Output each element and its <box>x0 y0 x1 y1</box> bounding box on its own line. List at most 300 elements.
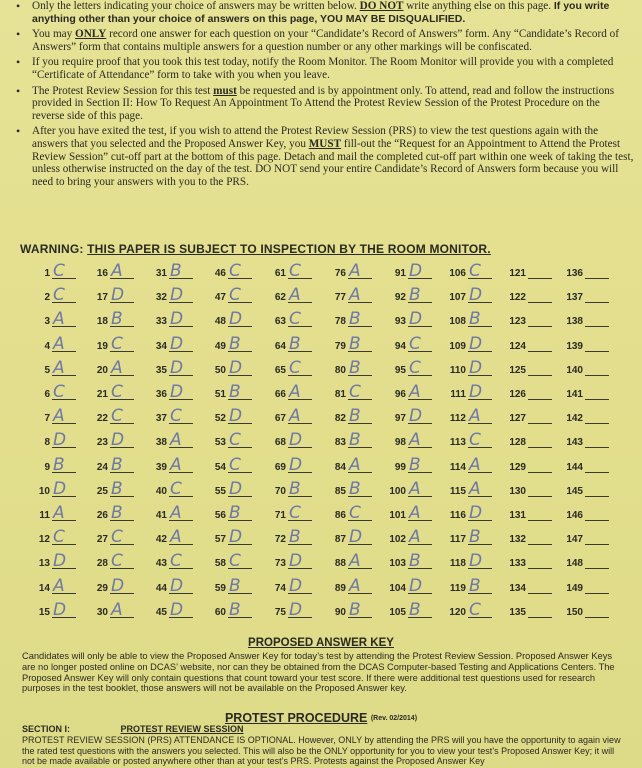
question-number: 7 <box>44 413 50 425</box>
question-number: 119 <box>449 582 466 594</box>
question-number: 45 <box>155 606 167 618</box>
instruction-item <box>8 85 634 123</box>
question-number: 115 <box>449 485 466 497</box>
handwritten-answer: C <box>289 309 301 330</box>
handwritten-answer: D <box>111 285 125 306</box>
question-number: 131 <box>509 510 526 521</box>
handwritten-answer: B <box>229 333 241 354</box>
question-number: 90 <box>334 606 346 618</box>
handwritten-answer: D <box>229 309 243 330</box>
question-number: 25 <box>96 485 108 497</box>
handwritten-answer: B <box>469 575 481 596</box>
answer-item <box>553 310 611 332</box>
question-number: 133 <box>509 558 526 570</box>
handwritten-answer: C <box>229 285 241 306</box>
question-number: 32 <box>155 292 167 304</box>
question-number: 80 <box>334 364 346 376</box>
question-number: 61 <box>274 268 286 279</box>
instruction-item <box>8 0 634 25</box>
question-number: 118 <box>449 558 466 570</box>
question-number: 128 <box>509 437 526 449</box>
answer-item <box>553 528 611 550</box>
handwritten-answer: C <box>53 527 65 548</box>
handwritten-answer: B <box>229 503 241 523</box>
handwritten-answer: B <box>170 261 182 281</box>
question-number: 77 <box>334 292 346 304</box>
question-number: 102 <box>389 534 406 546</box>
handwritten-answer: B <box>289 478 301 499</box>
handwritten-answer: C <box>469 261 481 281</box>
handwritten-answer: D <box>229 406 243 427</box>
answer-item <box>553 359 611 381</box>
handwritten-answer: A <box>289 406 301 427</box>
handwritten-answer: D <box>409 575 423 596</box>
handwritten-answer: B <box>469 309 481 330</box>
handwritten-answer: A <box>349 575 361 596</box>
question-number: 64 <box>274 340 286 352</box>
section-label: SECTION I: <box>22 724 71 734</box>
handwritten-answer: B <box>349 478 361 499</box>
question-number: 10 <box>38 485 50 497</box>
answer-grid <box>40 262 630 626</box>
question-number: 49 <box>214 340 226 352</box>
answer-blank-line <box>585 496 609 497</box>
instruction-text: write anything else on this page. <box>403 0 554 12</box>
handwritten-answer: C <box>289 261 301 281</box>
question-number: 19 <box>96 340 108 352</box>
question-number: 1 <box>44 268 50 279</box>
handwritten-answer: B <box>469 527 481 548</box>
question-number: 18 <box>96 316 108 328</box>
answer-blank-line <box>585 544 609 545</box>
question-number: 48 <box>214 316 226 328</box>
question-number: 106 <box>449 268 466 279</box>
question-number: 9 <box>44 461 50 473</box>
handwritten-answer: B <box>409 285 421 306</box>
question-number: 65 <box>274 364 286 376</box>
handwritten-answer: D <box>170 575 184 596</box>
question-number: 98 <box>394 437 406 449</box>
handwritten-answer: B <box>349 406 361 427</box>
question-number: 147 <box>566 534 583 546</box>
question-number: 29 <box>96 582 108 594</box>
question-number: 54 <box>214 461 226 473</box>
handwritten-answer: D <box>409 261 423 281</box>
handwritten-answer: C <box>469 599 481 620</box>
handwritten-answer: A <box>469 478 481 499</box>
question-number: 39 <box>155 461 167 473</box>
question-number: 83 <box>334 437 346 449</box>
question-number: 134 <box>509 582 526 594</box>
handwritten-answer: D <box>170 382 184 402</box>
inspection-warning <box>20 242 491 256</box>
answer-item <box>553 552 611 574</box>
answer-blank-line <box>585 399 609 400</box>
handwritten-answer: A <box>53 575 65 596</box>
proposed-answer-key-title: PROPOSED ANSWER KEY <box>248 637 394 649</box>
handwritten-answer: A <box>349 285 361 306</box>
question-number: 55 <box>214 485 226 497</box>
question-number: 24 <box>96 461 108 473</box>
warning-prefix: WARNING: <box>20 242 84 256</box>
question-number: 17 <box>96 292 108 304</box>
protest-procedure-title: PROTEST PROCEDURE <box>224 711 368 725</box>
answer-blank-line <box>585 617 609 618</box>
handwritten-answer: D <box>53 478 67 499</box>
handwritten-answer: C <box>289 503 301 523</box>
handwritten-answer: D <box>229 357 243 378</box>
question-number: 125 <box>509 364 526 376</box>
question-number: 66 <box>274 389 286 400</box>
answer-item <box>553 480 611 502</box>
question-number: 87 <box>334 534 346 546</box>
question-number: 13 <box>38 558 50 570</box>
instruction-emphasis: MUST <box>308 137 342 150</box>
handwritten-answer: C <box>229 261 241 281</box>
question-number: 72 <box>274 534 286 546</box>
question-number: 4 <box>44 340 50 352</box>
handwritten-answer: D <box>53 551 67 572</box>
question-number: 97 <box>394 413 406 425</box>
answer-item <box>553 504 611 526</box>
handwritten-answer: D <box>469 382 483 402</box>
question-number: 145 <box>566 485 583 497</box>
answer-item <box>553 262 611 284</box>
handwritten-answer: A <box>170 503 182 523</box>
handwritten-answer: D <box>469 285 483 306</box>
question-number: 109 <box>449 340 466 352</box>
question-number: 123 <box>509 316 526 328</box>
question-number: 68 <box>274 437 286 449</box>
question-number: 132 <box>509 534 526 546</box>
instruction-emphasis: must <box>213 84 237 97</box>
handwritten-answer: B <box>349 357 361 378</box>
answer-blank-line <box>585 520 609 521</box>
instruction-text: If you require proof that you took this test today, notify the Room Monitor. The Room Monitor will provide you with a completed “Certificate of Attendance” form to take with you when you leave. <box>32 56 614 81</box>
question-number: 81 <box>334 389 346 400</box>
answer-item <box>553 335 611 357</box>
answer-blank-line <box>585 375 609 376</box>
question-number: 94 <box>394 340 406 352</box>
question-number: 28 <box>96 558 108 570</box>
instruction-warning: If you write anything other than your choice of answers on this page, YOU MAY BE DISQUALIFIED. <box>32 0 610 25</box>
question-number: 110 <box>449 364 466 376</box>
handwritten-answer: A <box>53 309 65 330</box>
answer-blank-line <box>585 593 609 594</box>
question-number: 149 <box>566 582 583 594</box>
question-number: 71 <box>274 510 286 521</box>
handwritten-answer: C <box>409 333 421 354</box>
handwritten-answer: D <box>289 430 303 451</box>
instruction-text: You may <box>32 28 76 41</box>
handwritten-answer: C <box>469 430 481 451</box>
question-number: 85 <box>334 485 346 497</box>
handwritten-answer: A <box>349 454 361 475</box>
handwritten-answer: B <box>349 599 361 620</box>
question-number: 35 <box>155 364 167 376</box>
handwritten-answer: A <box>409 527 421 548</box>
question-number: 108 <box>449 316 466 328</box>
warning-text: THIS PAPER IS SUBJECT TO INSPECTION BY THE ROOM MONITOR. <box>87 242 491 256</box>
handwritten-answer: B <box>409 454 421 475</box>
question-number: 36 <box>155 389 167 400</box>
question-number: 15 <box>38 606 50 618</box>
question-number: 136 <box>566 268 583 279</box>
question-number: 58 <box>214 558 226 570</box>
question-number: 75 <box>274 606 286 618</box>
handwritten-answer: A <box>349 551 361 572</box>
bullet-icon: • <box>16 124 21 139</box>
question-number: 37 <box>155 413 167 425</box>
handwritten-answer: A <box>170 527 182 548</box>
handwritten-answer: B <box>229 575 241 596</box>
handwritten-answer: C <box>229 430 241 451</box>
handwritten-answer: C <box>170 406 182 427</box>
answer-item <box>553 383 611 405</box>
question-number: 138 <box>566 316 583 328</box>
question-number: 92 <box>394 292 406 304</box>
handwritten-answer: A <box>469 406 481 427</box>
handwritten-answer: A <box>170 454 182 475</box>
question-number: 3 <box>44 316 50 328</box>
question-number: 69 <box>274 461 286 473</box>
handwritten-answer: D <box>289 551 303 572</box>
answer-item <box>553 456 611 478</box>
instruction-emphasis: DO NOT <box>359 0 404 12</box>
question-number: 127 <box>509 413 526 425</box>
handwritten-answer: A <box>289 382 301 402</box>
question-number: 121 <box>509 268 526 279</box>
handwritten-answer: C <box>111 382 123 402</box>
question-number: 141 <box>566 389 583 400</box>
question-number: 40 <box>155 485 167 497</box>
handwritten-answer: C <box>170 478 182 499</box>
handwritten-answer: A <box>409 382 421 402</box>
question-number: 124 <box>509 340 526 352</box>
question-number: 95 <box>394 364 406 376</box>
question-number: 144 <box>566 461 583 473</box>
handwritten-answer: B <box>111 454 123 475</box>
handwritten-answer: C <box>409 357 421 378</box>
handwritten-answer: D <box>289 454 303 475</box>
instructions-list <box>8 0 634 191</box>
answer-blank-line <box>585 472 609 473</box>
question-number: 27 <box>96 534 108 546</box>
handwritten-answer: A <box>53 406 65 427</box>
question-number: 16 <box>96 268 108 279</box>
answer-blank-line <box>585 423 609 424</box>
question-number: 74 <box>274 582 286 594</box>
question-number: 2 <box>44 292 50 304</box>
question-number: 96 <box>394 389 406 400</box>
handwritten-answer: C <box>349 382 361 402</box>
question-number: 23 <box>96 437 108 449</box>
handwritten-answer: A <box>53 357 65 378</box>
question-number: 38 <box>155 437 167 449</box>
instruction-item <box>8 56 634 81</box>
answer-blank-line <box>585 326 609 327</box>
question-number: 44 <box>155 582 167 594</box>
question-number: 26 <box>96 510 108 521</box>
question-number: 63 <box>274 316 286 328</box>
question-number: 93 <box>394 316 406 328</box>
answer-item <box>553 431 611 453</box>
handwritten-answer: C <box>111 333 123 354</box>
question-number: 6 <box>44 389 50 400</box>
question-number: 50 <box>214 364 226 376</box>
question-number: 113 <box>449 437 466 449</box>
handwritten-answer: C <box>53 285 65 306</box>
question-number: 116 <box>449 510 466 521</box>
question-number: 120 <box>449 606 466 618</box>
handwritten-answer: D <box>170 599 184 620</box>
question-number: 117 <box>449 534 466 546</box>
question-number: 41 <box>155 510 167 521</box>
instruction-item <box>8 125 634 188</box>
handwritten-answer: B <box>229 382 241 402</box>
handwritten-answer: C <box>289 357 301 378</box>
question-number: 51 <box>214 389 226 400</box>
question-number: 46 <box>214 268 226 279</box>
instruction-item <box>8 28 634 53</box>
question-number: 22 <box>96 413 108 425</box>
protest-procedure-heading <box>0 711 642 725</box>
question-number: 89 <box>334 582 346 594</box>
bullet-icon: • <box>16 27 21 42</box>
handwritten-answer: A <box>53 503 65 523</box>
bullet-icon: • <box>16 83 21 98</box>
question-number: 57 <box>214 534 226 546</box>
question-number: 30 <box>96 606 108 618</box>
handwritten-answer: A <box>53 333 65 354</box>
handwritten-answer: B <box>289 333 301 354</box>
question-number: 11 <box>39 510 50 521</box>
instruction-text: record one answer for each question on your “Candidate’s Record of Answers” form. Any “Candidate’s Record of Answers” form that contains multiple answers for a question number or any other markings will be confiscated. <box>32 28 619 53</box>
question-number: 129 <box>509 461 526 473</box>
handwritten-answer: C <box>111 551 123 572</box>
handwritten-answer: D <box>469 551 483 572</box>
handwritten-answer: B <box>111 309 123 330</box>
instruction-text: fill-out the “Request for an Appointment to Attend the Protest Review Session” cut-off part at the bottom of this page. Detach and mail the completed cut-off part within one week of taking the test, unless otherwise instructed on the day of the test. DO NOT send your entire Candidate’s Record of Answers form because you will need to bring your answers with you to the PRS. <box>32 137 634 188</box>
handwritten-answer: D <box>53 430 67 451</box>
handwritten-answer: C <box>111 406 123 427</box>
question-number: 100 <box>389 485 406 497</box>
question-number: 76 <box>334 268 346 279</box>
instruction-text: be requested and is by appointment only. To attend, read and follow the instructions provided in Section II: How To Request An Appointment To Attend the Protest Review Session of the Protest Procedure on the reverse side of this page. <box>32 84 615 122</box>
instruction-emphasis: ONLY <box>75 28 107 41</box>
handwritten-answer: C <box>53 382 65 402</box>
question-number: 42 <box>155 534 167 546</box>
question-number: 34 <box>155 340 167 352</box>
handwritten-answer: B <box>349 430 361 451</box>
handwritten-answer: A <box>111 357 123 378</box>
handwritten-answer: C <box>349 503 361 523</box>
proposed-answer-key-text: Candidates will only be able to view the Proposed Answer Key for today’s test by attending the Protest Review Session. Proposed Answer Keys are no longer posted online on DCAS’ website, nor can they be obtained from the DCAS Computer-based Testing and Applications Centers. The Proposed Answer Key will only contain questions that count toward your test score. If there were additional test questions used for research purposes in the test booklet, those answers will not be available on the Proposed Answer key. <box>22 651 615 694</box>
handwritten-answer: C <box>111 527 123 548</box>
handwritten-answer: D <box>170 285 184 306</box>
question-number: 103 <box>389 558 406 570</box>
question-number: 78 <box>334 316 346 328</box>
answer-item <box>553 286 611 308</box>
question-number: 5 <box>44 364 50 376</box>
question-number: 148 <box>566 558 583 570</box>
answer-blank-line <box>585 302 609 303</box>
handwritten-answer: D <box>289 575 303 596</box>
handwritten-answer: D <box>409 309 423 330</box>
protest-section-one <box>22 724 627 767</box>
handwritten-answer: B <box>229 599 241 620</box>
section-heading: PROTEST REVIEW SESSION <box>120 724 244 734</box>
answer-blank-line <box>585 568 609 569</box>
question-number: 33 <box>155 316 167 328</box>
question-number: 56 <box>214 510 226 521</box>
handwritten-answer: A <box>170 430 182 451</box>
question-number: 60 <box>214 606 226 618</box>
handwritten-answer: B <box>111 503 123 523</box>
revision-date: (Rev. 02/2014) <box>370 715 418 723</box>
question-number: 62 <box>274 292 286 304</box>
handwritten-answer: D <box>469 357 483 378</box>
handwritten-answer: B <box>111 478 123 499</box>
handwritten-answer: D <box>349 527 363 548</box>
question-number: 53 <box>214 437 226 449</box>
handwritten-answer: D <box>53 599 67 620</box>
question-number: 111 <box>450 389 466 400</box>
question-number: 82 <box>334 413 346 425</box>
question-number: 140 <box>566 364 583 376</box>
handwritten-answer: A <box>111 599 123 620</box>
handwritten-answer: A <box>289 285 301 306</box>
instruction-text: After you have exited the test, if you wish to attend the Protest Review Session (PRS) to view the test questions again with the answers that you selected and the Proposed Answer Key, you <box>32 125 599 150</box>
question-number: 12 <box>38 534 50 546</box>
handwritten-answer: A <box>409 430 421 451</box>
handwritten-answer: D <box>469 503 483 523</box>
question-number: 73 <box>274 558 286 570</box>
handwritten-answer: B <box>409 551 421 572</box>
answer-blank-line <box>585 447 609 448</box>
handwritten-answer: D <box>409 406 423 427</box>
question-number: 84 <box>334 461 346 473</box>
question-number: 86 <box>334 510 346 521</box>
question-number: 14 <box>38 582 50 594</box>
question-number: 8 <box>44 437 50 449</box>
section-text: PROTEST REVIEW SESSION (PRS) ATTENDANCE IS OPTIONAL. However, ONLY by attending the PRS will you have the opportunity to again view the rated test questions with the answers you selected. This will also be the ONLY opportunity for you to view your test’s Proposed Answer Key; it will not be made available or posted anywhere other than at your test’s PRS. Protests against the Proposed Answer Key <box>22 734 621 767</box>
question-number: 52 <box>214 413 226 425</box>
question-number: 88 <box>334 558 346 570</box>
question-number: 107 <box>449 292 466 304</box>
question-number: 20 <box>96 364 108 376</box>
handwritten-answer: A <box>409 478 421 499</box>
question-number: 143 <box>566 437 583 449</box>
answer-blank-line <box>585 351 609 352</box>
answer-item <box>553 407 611 429</box>
question-number: 114 <box>449 461 466 473</box>
handwritten-answer: D <box>170 309 184 330</box>
handwritten-answer: C <box>229 551 241 572</box>
question-number: 91 <box>394 268 406 279</box>
handwritten-answer: D <box>111 430 125 451</box>
handwritten-answer: A <box>111 261 123 281</box>
question-number: 126 <box>509 389 526 400</box>
handwritten-answer: D <box>469 333 483 354</box>
answer-blank-line <box>585 278 609 279</box>
question-number: 47 <box>214 292 226 304</box>
handwritten-answer: B <box>289 527 301 548</box>
question-number: 101 <box>389 510 406 521</box>
question-number: 139 <box>566 340 583 352</box>
handwritten-answer: D <box>229 527 243 548</box>
handwritten-answer: D <box>289 599 303 620</box>
